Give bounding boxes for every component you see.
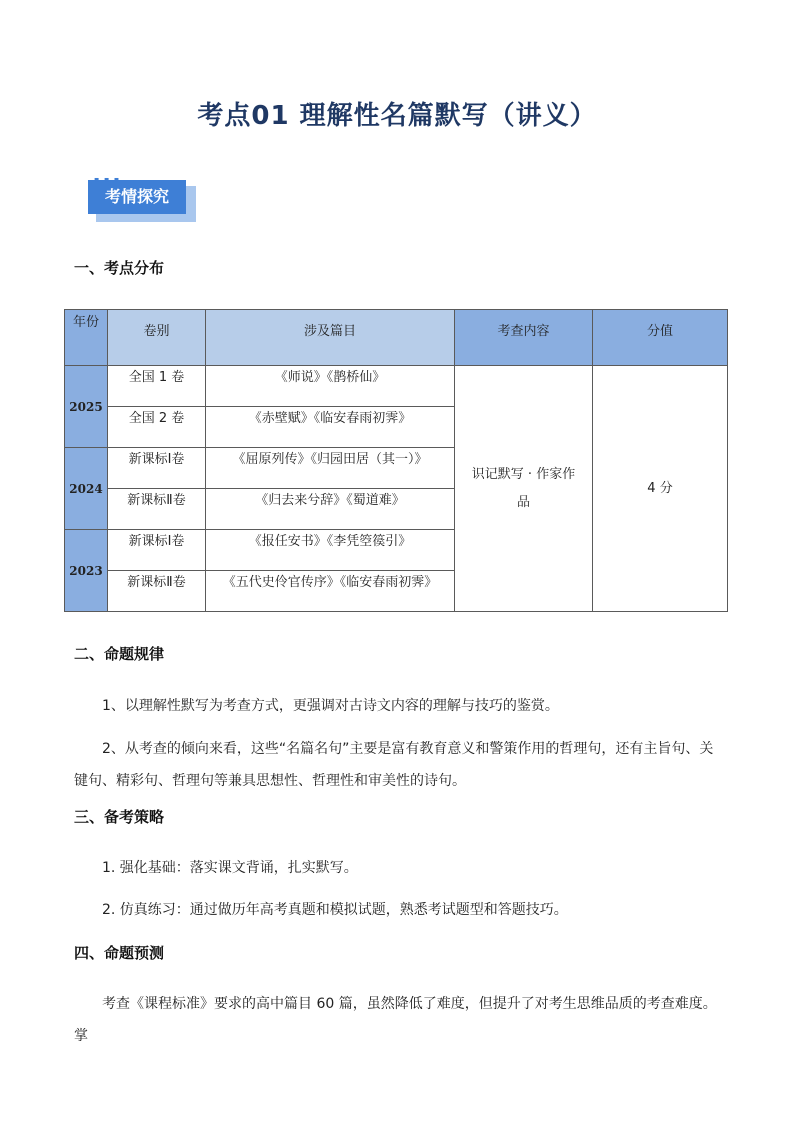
- texts-cell: 《归去来兮辞》《蜀道难》: [206, 489, 455, 530]
- texts-cell: 《赤壁赋》《临安春雨初霁》: [206, 407, 455, 448]
- section-heading-prediction: 四、命题预测: [74, 944, 165, 962]
- year-cell: 2023: [65, 530, 108, 612]
- banner-dots-icon: ▪ ▪ ▪: [94, 175, 121, 184]
- header-paper: 卷别: [108, 310, 206, 366]
- paper-cell: 新课标Ⅱ卷: [108, 571, 206, 612]
- paper-cell: 全国 2 卷: [108, 407, 206, 448]
- paragraph: 2、从考查的倾向来看，这些“名篇名句”主要是富有教育意义和警策作用的哲理句，还有主旨句、关键句、精彩句、哲理句等兼具思想性、哲理性和审美性的诗句。: [74, 741, 714, 789]
- table-header-row: [65, 310, 728, 366]
- texts-cell: 《师说》《鹊桥仙》: [206, 366, 455, 407]
- header-score: 分值: [593, 310, 728, 366]
- content-text: 识记默写 · 作家作品: [471, 466, 576, 510]
- section-heading-distribution: 一、考点分布: [74, 259, 165, 277]
- paragraph: 2. 仿真练习：通过做历年高考真题和模拟试题，熟悉考试题型和答题技巧。: [102, 902, 568, 918]
- section-banner: [88, 175, 194, 220]
- year-cell: 2025: [65, 366, 108, 448]
- banner-label: 考情探究: [88, 180, 186, 214]
- paper-cell: 新课标Ⅱ卷: [108, 489, 206, 530]
- paragraph: 1. 强化基础：落实课文背诵，扎实默写。: [102, 860, 358, 876]
- paragraph: 考查《课程标准》要求的高中篇目 60 篇，虽然降低了难度，但提升了对考生思维品质的考查难度。掌: [74, 996, 717, 1044]
- paper-cell: 新课标Ⅰ卷: [108, 530, 206, 571]
- header-content: 考查内容: [455, 310, 593, 366]
- content-cell: [455, 366, 593, 612]
- section-heading-strategy: 三、备考策略: [74, 808, 165, 826]
- table-row: [65, 366, 728, 407]
- year-cell: 2024: [65, 448, 108, 530]
- texts-cell: 《屈原列传》《归园田居（其一）》: [206, 448, 455, 489]
- paragraph: 1、以理解性默写为考查方式，更强调对古诗文内容的理解与技巧的鉴赏。: [102, 698, 559, 714]
- paper-cell: 新课标Ⅰ卷: [108, 448, 206, 489]
- texts-cell: 《五代史伶官传序》《临安春雨初霁》: [206, 571, 455, 612]
- header-year: 年份: [65, 310, 108, 366]
- paper-cell: 全国 1 卷: [108, 366, 206, 407]
- exam-distribution-table: [64, 309, 728, 612]
- texts-cell: 《报任安书》《李凭箜篌引》: [206, 530, 455, 571]
- header-texts: 涉及篇目: [206, 310, 455, 366]
- section-heading-pattern: 二、命题规律: [74, 645, 165, 663]
- score-cell: 4 分: [593, 366, 728, 612]
- page-title: 考点01 理解性名篇默写（讲义）: [197, 101, 597, 131]
